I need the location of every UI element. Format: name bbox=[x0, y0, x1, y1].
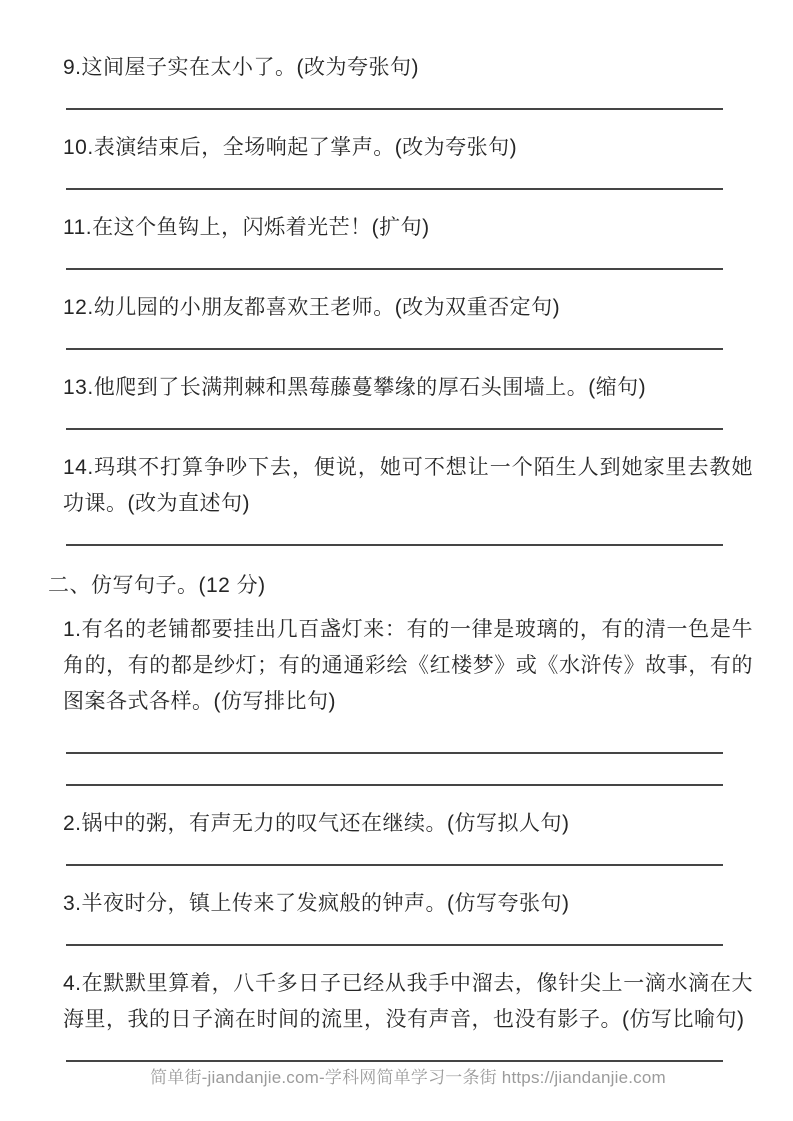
imitate-question-3-text: 3.半夜时分，镇上传来了发疯般的钟声。(仿写夸张句) bbox=[63, 892, 570, 915]
answer-line bbox=[66, 784, 723, 786]
question-9-text: 9.这间屋子实在太小了。(改为夸张句) bbox=[63, 56, 419, 79]
question-14-text: 14.玛琪不打算争吵下去，便说，她可不想让一个陌生人到她家里去教她功课。(改为直述句) bbox=[63, 456, 753, 515]
section-sentence-rewrite bbox=[63, 50, 753, 546]
question-11-text: 11.在这个鱼钩上，闪烁着光芒！(扩句) bbox=[63, 216, 430, 239]
answer-line bbox=[66, 752, 723, 754]
question-13-text: 13.他爬到了长满荆棘和黑莓藤蔓攀缘的厚石头围墙上。(缩句) bbox=[63, 376, 647, 399]
answer-line bbox=[66, 268, 723, 270]
question-12-text: 12.幼儿园的小朋友都喜欢王老师。(改为双重否定句) bbox=[63, 296, 561, 319]
answer-line bbox=[66, 428, 723, 430]
answer-line bbox=[66, 864, 723, 866]
page-footer bbox=[63, 1068, 753, 1088]
section-sentence-imitation bbox=[48, 568, 753, 1062]
section-2-heading: 二、仿写句子。(12 分) bbox=[48, 574, 266, 597]
imitate-question-2-text: 2.锅中的粥，有声无力的叹气还在继续。(仿写拟人句) bbox=[63, 812, 570, 835]
watermark-text: 简单街-jiandanjie.com-学科网简单学习一条街 https://jiandanjie.com bbox=[150, 1068, 666, 1087]
imitate-question-4-text: 4.在默默里算着，八千多日子已经从我手中溜去，像针尖上一滴水滴在大海里，我的日子滴在时间的流里，没有声音，也没有影子。(仿写比喻句) bbox=[63, 972, 753, 1031]
answer-line bbox=[66, 544, 723, 546]
answer-line bbox=[66, 188, 723, 190]
answer-line bbox=[66, 944, 723, 946]
answer-line bbox=[66, 1060, 723, 1062]
imitate-question-1-text: 1.有名的老铺都要挂出几百盏灯来：有的一律是玻璃的，有的清一色是牛角的，有的都是纱灯；有的通通彩绘《红楼梦》或《水浒传》故事，有的图案各式各样。(仿写排比句) bbox=[63, 618, 753, 713]
answer-line bbox=[66, 108, 723, 110]
answer-line bbox=[66, 348, 723, 350]
question-10-text: 10.表演结束后，全场响起了掌声。(改为夸张句) bbox=[63, 136, 518, 159]
